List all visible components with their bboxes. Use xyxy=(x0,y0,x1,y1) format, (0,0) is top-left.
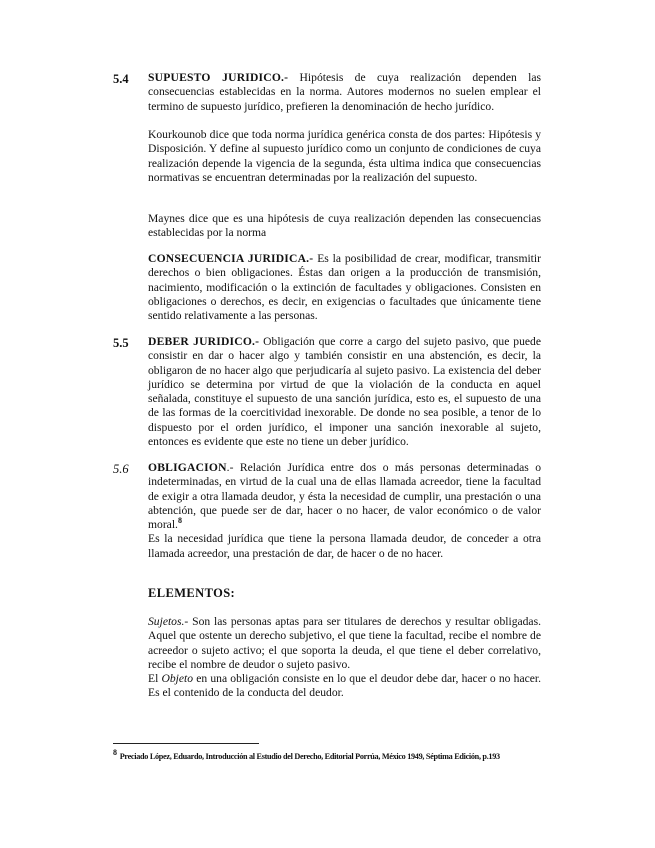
footnote-divider xyxy=(113,743,259,744)
footnote-text: Preciado López, Eduardo, Introducción al Estudio del Derecho, Editorial Porrúa, México 1949, Séptima Edición, p.193 xyxy=(119,752,500,761)
text-objeto-pre: El xyxy=(148,672,162,686)
section-number-5-5: 5.5 xyxy=(113,336,129,350)
paragraph-supuesto-juridico xyxy=(148,71,541,114)
paragraph-obligacion xyxy=(148,461,541,561)
heading-deber-juridico: DEBER JURIDICO.- xyxy=(148,335,260,348)
paragraph-maynes: Maynes dice que es una hipótesis de cuya realización dependen las consecuencias establecidas por la norma xyxy=(148,212,541,240)
section-number-5-4: 5.4 xyxy=(113,72,129,86)
text-sujetos: Son las personas aptas para ser titulares de derechos y resultar obligadas. Aquel que ostente un derecho subjetivo, el que tiene la facultad, recibe el nombre de acreedor o sujeto activo; el que soporta la deuda, el que tiene el deber correlativo, recibe el nombre de deudor o sujeto pasivo. xyxy=(148,615,541,671)
text-supuesto-juridico: Hipótesis de cuya realización dependen las consecuencias establecidas en la norma. Autores modernos no suelen emplear el termino de supuesto jurídico, prefieren la denominación de hecho jurídico. xyxy=(148,71,541,113)
text-obligacion-2: Es la necesidad jurídica que tiene la persona llamada deudor, de conceder a otra llamada acreedor, una prestación de dar, de hacer o de no hacer. xyxy=(148,532,541,560)
label-sujetos: Sujetos.- xyxy=(148,615,189,628)
paragraph-kourkounob: Kourkounob dice que toda norma jurídica genérica consta de dos partes: Hipótesis y Disposición. Y define al supuesto jurídico como un conjunto de condiciones de cuya realización depende la vigencia de la segunda, ésta ultima indica que consecuencias normativas se encuentran determinadas por la realización del supuesto. xyxy=(148,128,541,184)
text-consecuencia-juridica: Es la posibilidad de crear, modificar, transmitir derechos o bien obligaciones. Éstas dan origen a la producción de transmisión, nacimiento, modificación o la extinción de facultades y obligaciones. Consisten en obligaciones o derechos, es decir, en exigencias o facultades que únicamente tiene sentido relativamente a las personas. xyxy=(148,252,541,323)
paragraph-consecuencia-juridica xyxy=(148,252,541,323)
heading-obligacion: OBLIGACION xyxy=(148,461,227,474)
heading-consecuencia-juridica: CONSECUENCIA JURIDICA.- xyxy=(148,252,314,265)
text-deber-juridico: Obligación que corre a cargo del sujeto pasivo, que puede consistir en dar o hacer algo y también consistir en una abstención, es decir, la obligaron de no hacer algo que perjudicaría al sujeto pasivo. La existencia del deber jurídico se determina por virtud de que la violación de la conducta en aquel señalada, constituye el supuesto de una sanción jurídica, esto es, el supuesto de una de las formas de la coercitividad inexorable. De donde no sea posible, a tenor de lo dispuesto por el orden jurídico, el imponer una sanción inexorable al sujeto, entonces es evidente que este no tiene un deber jurídico. xyxy=(148,335,541,449)
label-objeto: Objeto xyxy=(161,672,194,686)
heading-supuesto-juridico: SUPUESTO JURIDICO.- xyxy=(148,71,289,84)
footnote xyxy=(113,748,553,761)
paragraph-sujetos xyxy=(148,615,541,701)
heading-elementos: ELEMENTOS: xyxy=(148,586,236,600)
text-objeto: en una obligación consiste en lo que el deudor debe dar, hacer o no hacer. Es el contenido de la conducta del deudor. xyxy=(148,672,541,700)
footnote-number: 8 xyxy=(113,748,117,758)
footnote-reference: 8 xyxy=(177,516,182,526)
text-obligacion: .- Relación Jurídica entre dos o más personas determinadas o indeterminadas, en virtud de la cual una de ellas llamada acreedor, tiene la facultad de exigir a otra llamada deudor, y ésta la necesidad de cumplir, una prestación o una abtención, que puede ser de dar, hacer o no hacer, de valor económico o de valor moral. xyxy=(148,461,541,532)
paragraph-deber-juridico xyxy=(148,335,541,449)
section-number-5-6: 5.6 xyxy=(113,462,129,476)
